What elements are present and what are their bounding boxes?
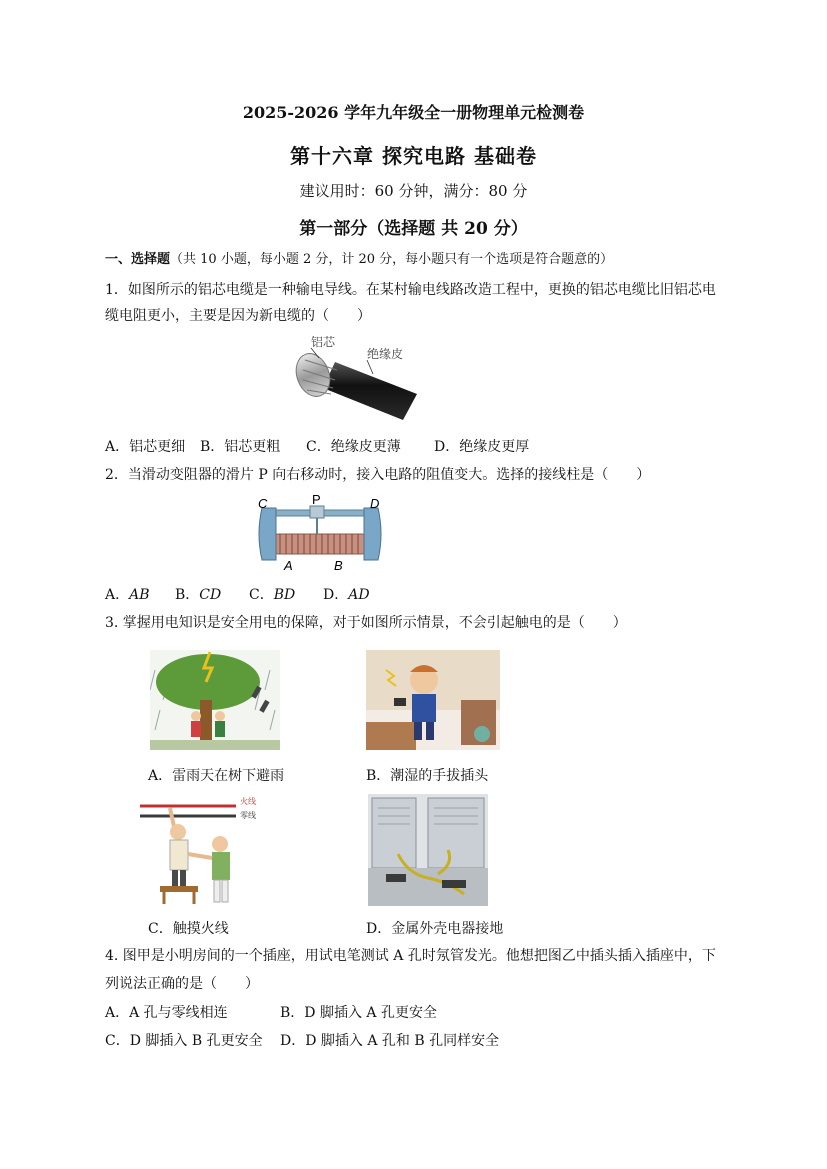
neutral-wire-label: 零线 bbox=[240, 811, 256, 820]
q3-caption-c: C．触摸火线 bbox=[148, 921, 229, 937]
figure-b-wet-hand-plug bbox=[366, 650, 500, 750]
q1-option-d[interactable]: D．绝缘皮更厚 bbox=[434, 439, 530, 455]
q1-option-b[interactable]: B．铝芯更粗 bbox=[200, 439, 281, 455]
figure-a-tree-storm bbox=[150, 650, 280, 750]
q4-option-b[interactable]: B．D 脚插入 A 孔更安全 bbox=[280, 1005, 437, 1021]
table bbox=[366, 722, 416, 750]
q1-option-c[interactable]: C．绝缘皮更薄 bbox=[306, 439, 401, 455]
insulation-pointer bbox=[367, 360, 373, 374]
tree-trunk bbox=[200, 700, 212, 742]
person-2-body bbox=[215, 721, 225, 737]
insulation-shape bbox=[323, 362, 417, 420]
man-1-head bbox=[170, 824, 186, 840]
q3-text: 3. 掌握用电知识是安全用电的保障，对于如图所示情景，不会引起触电的是（ ） bbox=[105, 615, 627, 631]
plug bbox=[394, 698, 406, 706]
q4-option-a[interactable]: A．A 孔与零线相连 bbox=[105, 1005, 228, 1021]
kettle bbox=[474, 726, 490, 742]
q4-text-line2: 列说法正确的是（ ） bbox=[105, 976, 259, 992]
chapter-title: 第十六章 探究电路 基础卷 bbox=[290, 144, 537, 168]
q1-text-line1: 1．如图所示的铝芯电缆是一种输电导线。在某村输电线路改造工程中，更换的铝芯电缆比旧铝芯电 bbox=[105, 282, 716, 298]
q4-options-row2 bbox=[105, 1031, 499, 1051]
man-2-head bbox=[212, 836, 228, 852]
slider-p[interactable] bbox=[310, 506, 324, 518]
man-2-shirt bbox=[212, 852, 230, 880]
q3-caption-d: D．金属外壳电器接地 bbox=[366, 921, 504, 937]
floor bbox=[368, 868, 488, 906]
q4-option-c[interactable]: C．D 脚插入 B 孔更安全 bbox=[105, 1033, 263, 1049]
figure-c-live-wire bbox=[140, 794, 266, 906]
section-label: 一、选择题 bbox=[105, 252, 171, 267]
q4-option-d[interactable]: D．D 脚插入 A 孔和 B 孔同样安全 bbox=[280, 1033, 500, 1049]
person-1-head bbox=[191, 711, 201, 721]
time-note: 建议用时：60 分钟，满分：80 分 bbox=[299, 182, 528, 200]
q1-text-line2: 缆电阻更小，主要是因为新电缆的（ ） bbox=[105, 308, 371, 324]
q1-option-a[interactable]: A．铝芯更细 bbox=[105, 439, 186, 455]
boy-shirt bbox=[412, 694, 436, 722]
ground bbox=[150, 740, 280, 750]
section-heading bbox=[105, 250, 613, 270]
terminal-a-label: A bbox=[284, 558, 293, 573]
q2-option-b[interactable]: B．CD bbox=[175, 587, 222, 603]
q4-options-row1 bbox=[105, 1003, 437, 1023]
q4-text-line1: 4. 图甲是小明房间的一个插座，用试电笔测试 A 孔时氖管发光。他想把图乙中插头插入插座中，下 bbox=[105, 948, 716, 964]
man-1-shirt bbox=[170, 840, 188, 870]
cable-figure bbox=[275, 330, 425, 425]
rheostat-figure bbox=[250, 494, 390, 578]
section-note: （共 10 小题，每小题 2 分，计 20 分，每小题只有一个选项是符合题意的） bbox=[170, 252, 614, 267]
terminal-c-label: C bbox=[258, 496, 268, 511]
q2-option-a[interactable]: A．AB bbox=[105, 587, 150, 603]
q2-option-d[interactable]: D．AD bbox=[323, 587, 370, 603]
right-support bbox=[364, 508, 381, 560]
q3-caption-a: A．雷雨天在树下避雨 bbox=[148, 768, 285, 784]
slider-p-label: P bbox=[312, 494, 321, 507]
terminal-b-label: B bbox=[334, 558, 343, 573]
exam-title: 2025-2026 学年九年级全一册物理单元检测卷 bbox=[242, 103, 585, 122]
q2-options bbox=[105, 585, 370, 605]
q3-caption-b: B．潮湿的手拔插头 bbox=[366, 768, 489, 784]
q1-options bbox=[105, 437, 529, 457]
person-2-head bbox=[215, 711, 225, 721]
left-support bbox=[259, 508, 276, 560]
live-wire-label: 火线 bbox=[240, 797, 256, 806]
q2-text: 2．当滑动变阻器的滑片 P 向右移动时，接入电路的阻值变大。选择的接线柱是（ ） bbox=[105, 467, 651, 483]
figure-d-grounded-appliance bbox=[368, 794, 488, 906]
person-1-body bbox=[191, 721, 201, 737]
terminal-d-label: D bbox=[370, 496, 380, 511]
q2-option-c[interactable]: C．BD bbox=[249, 587, 296, 603]
part-heading: 第一部分（选择题 共 20 分） bbox=[299, 219, 528, 239]
insulation-label: 绝缘皮 bbox=[367, 347, 404, 361]
stool bbox=[160, 886, 198, 892]
core-label: 铝芯 bbox=[311, 335, 336, 349]
